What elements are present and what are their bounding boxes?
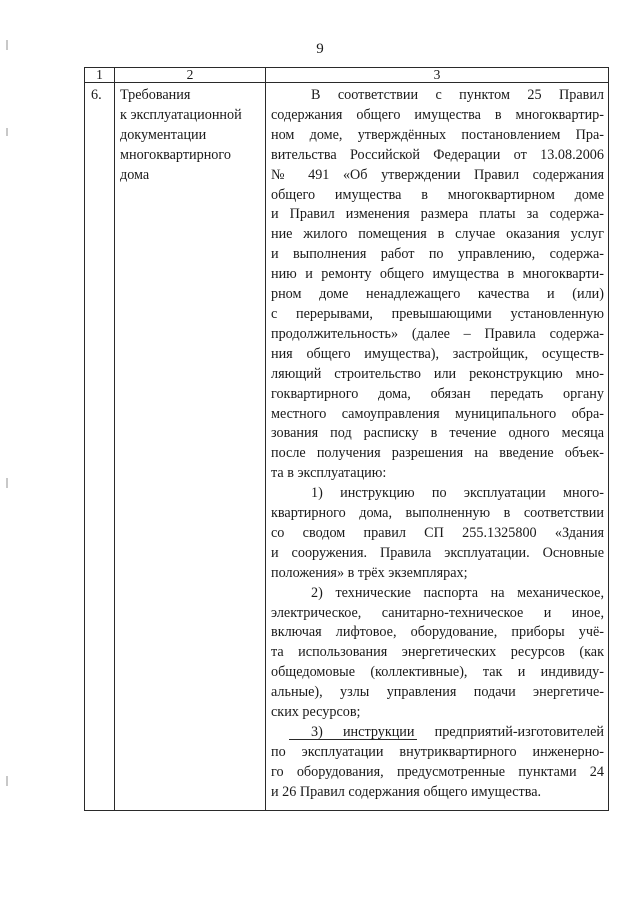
body-text-line: та в эксплуатацию: [271,465,387,482]
body-text-line: та использования энергетических ресурсов (как [271,644,604,661]
body-text-line: ние жилого помещения в случае оказания услуг [271,226,604,243]
body-text-line: ния общего имущества), застройщик, осуществ- [271,345,604,362]
body-text-line: содержания общего имущества в многоквартир- [271,106,604,123]
row-title-line: дома [120,166,150,183]
row-title-cell [115,83,266,811]
row-number-cell [85,83,115,811]
row-title-line: Требования [120,87,191,103]
header-col-2: 2 [115,68,266,83]
table-row [85,83,609,811]
body-text-line: продолжительность» (далее – Правила содержа- [271,325,604,342]
body-text-line: и 26 Правил содержания общего имущества. [271,783,542,800]
body-text-line: положения» в трёх экземплярах; [271,564,468,581]
body-text-line: нию и ремонту общего имущества в многокварти- [271,266,604,283]
row-title [115,83,265,186]
row-title-line: к эксплуатационной [120,106,242,123]
row-body-text [266,83,608,810]
scan-edge-mark [6,128,8,136]
header-col-1: 1 [85,68,115,83]
body-text-line: и выполнения работ по управлению, содержа- [271,246,604,263]
body-text-line: и сооружения. Правила эксплуатации. Основные [271,544,604,561]
body-text-line: с перерывами, превышающими установленную [271,305,604,322]
row-number: 6. [91,87,102,103]
body-text-line: рном доме ненадлежащего качества и (или) [271,286,604,303]
body-text-line: № 491 «Об утверждении Правил содержания [271,166,604,183]
body-text-line: квартирного дома, выполненную в соответствии [271,505,604,522]
body-text-line: по эксплуатации внутриквартирного инженерно- [271,743,604,760]
body-text-line: общего имущества в многоквартирном доме [271,186,604,203]
body-text-line: гоквартирного дома, обязан передать органу [271,385,604,402]
body-text-line: электрическое, санитарно-техническое и иное, [271,604,604,621]
body-text-line: 2) технические паспорта на механическое, [311,584,604,601]
body-text-line: В соответствии с пунктом 25 Правил [311,87,604,103]
page-number: 9 [316,41,324,57]
body-text-line: альные), узлы управления подачи энергетиче- [271,684,604,701]
body-text-line: местного самоуправления муниципального обра- [271,405,604,422]
body-text-line: и Правил изменения размера платы за содержа- [271,206,604,223]
table-header-row [85,68,609,83]
row-body-cell [266,83,609,811]
row-title-line: многоквартирного [120,146,231,163]
scan-edge-mark [6,478,8,488]
scan-edge-mark [6,776,8,786]
row-title-line: документации [120,126,207,143]
scan-edge-mark [6,40,8,50]
body-text-line: го оборудования, предусмотренные пунктами 24 [271,763,604,780]
body-text-line: ских ресурсов; [271,704,361,721]
body-text-line: ном доме, утверждённых постановлением Пра- [271,126,604,143]
requirements-table [84,67,609,811]
body-text-line: после получения разрешения на введение объек- [271,445,604,462]
body-text-line: зования под расписку в течение одного месяца [271,425,604,442]
signature-divider-line [289,739,417,740]
header-col-3: 3 [266,68,609,83]
body-text-line: 3) инструкции предприятий-изготовителей [311,724,604,740]
body-text-line: 1) инструкцию по эксплуатации много- [311,485,604,502]
body-text-line: общедомовые (коллективные), так и индивиду- [271,664,604,681]
body-text-line: со сводом правил СП 255.1325800 «Здания [271,524,604,541]
body-text-line: ляющий строительство или реконструкцию мно- [271,365,604,382]
body-text-line: включая лифтовое, оборудование, приборы учё- [271,624,604,641]
body-text-line: вительства Российской Федерации от 13.08.2006 [271,146,604,163]
